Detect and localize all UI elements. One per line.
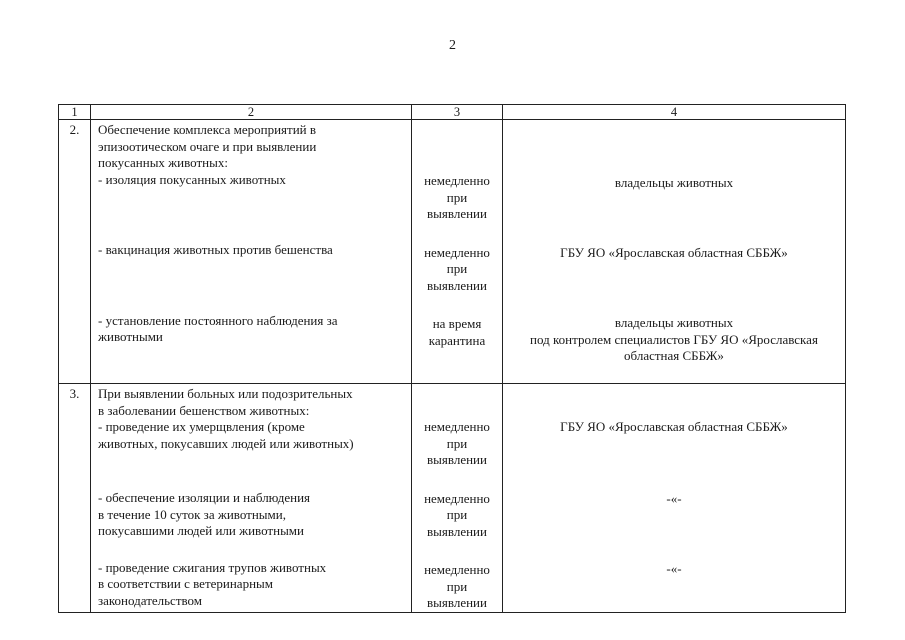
row-number-cell bbox=[59, 384, 91, 613]
table-header-row bbox=[59, 105, 846, 120]
responsible-cell bbox=[503, 120, 846, 384]
row-number: 2. bbox=[69, 122, 80, 137]
measure-description-cell bbox=[91, 384, 412, 613]
deadline-text: немедленно при выявлении bbox=[424, 244, 490, 293]
table-row-section-3 bbox=[59, 384, 846, 613]
responsible-text: владельцы животных bbox=[614, 175, 734, 190]
measures-table bbox=[58, 104, 846, 613]
measure-description-cell bbox=[91, 120, 412, 384]
section-intro: При выявлении больных или подозрительных в заболевании бешенством животных: bbox=[98, 386, 353, 418]
section-intro: Обеспечение комплекса мероприятий в эпизоотическом очаге и при выявлении покусанных животных: bbox=[98, 122, 317, 170]
measure-item: - вакцинация животных против бешенства bbox=[98, 242, 333, 257]
deadline-text: немедленно при выявлении bbox=[424, 490, 490, 539]
deadline-cell bbox=[412, 384, 503, 613]
deadline-text: немедленно при выявлении bbox=[424, 173, 490, 221]
deadline-cell bbox=[412, 120, 503, 384]
column-header-3: 3 bbox=[412, 105, 503, 120]
row-number-cell bbox=[59, 120, 91, 384]
column-header-1: 1 bbox=[59, 105, 91, 120]
deadline-text: немедленно при выявлении bbox=[424, 419, 490, 467]
responsible-text: ГБУ ЯО «Ярославская областная СББЖ» bbox=[560, 244, 788, 260]
column-header-2: 2 bbox=[91, 105, 412, 120]
responsible-text: -«- bbox=[666, 490, 682, 506]
measure-item: - проведение их умерщвления (кроме животных, покусавших людей или животных) bbox=[98, 419, 354, 451]
column-header-4: 4 bbox=[503, 105, 846, 120]
measure-item: - обеспечение изоляции и наблюдения в течение 10 суток за животными, покусавшими людей или животными bbox=[98, 490, 311, 538]
responsible-cell bbox=[503, 384, 846, 613]
responsible-text: ГБУ ЯО «Ярославская областная СББЖ» bbox=[560, 419, 788, 434]
deadline-text: на время карантина bbox=[428, 316, 486, 348]
responsible-text: -«- bbox=[666, 561, 682, 576]
measure-item: - изоляция покусанных животных bbox=[98, 171, 286, 187]
deadline-text: немедленно при выявлении bbox=[424, 562, 490, 610]
measure-item: - проведение сжигания трупов животных в соответствии с ветеринарным законодательством bbox=[98, 559, 327, 608]
page-number: 2 bbox=[449, 38, 456, 53]
row-number: 3. bbox=[69, 386, 80, 401]
table-row-section-2 bbox=[59, 120, 846, 384]
responsible-text: владельцы животных под контролем специалистов ГБУ ЯО «Ярославская областная СББЖ» bbox=[530, 315, 818, 363]
measure-item: - установление постоянного наблюдения за животными bbox=[98, 312, 338, 344]
